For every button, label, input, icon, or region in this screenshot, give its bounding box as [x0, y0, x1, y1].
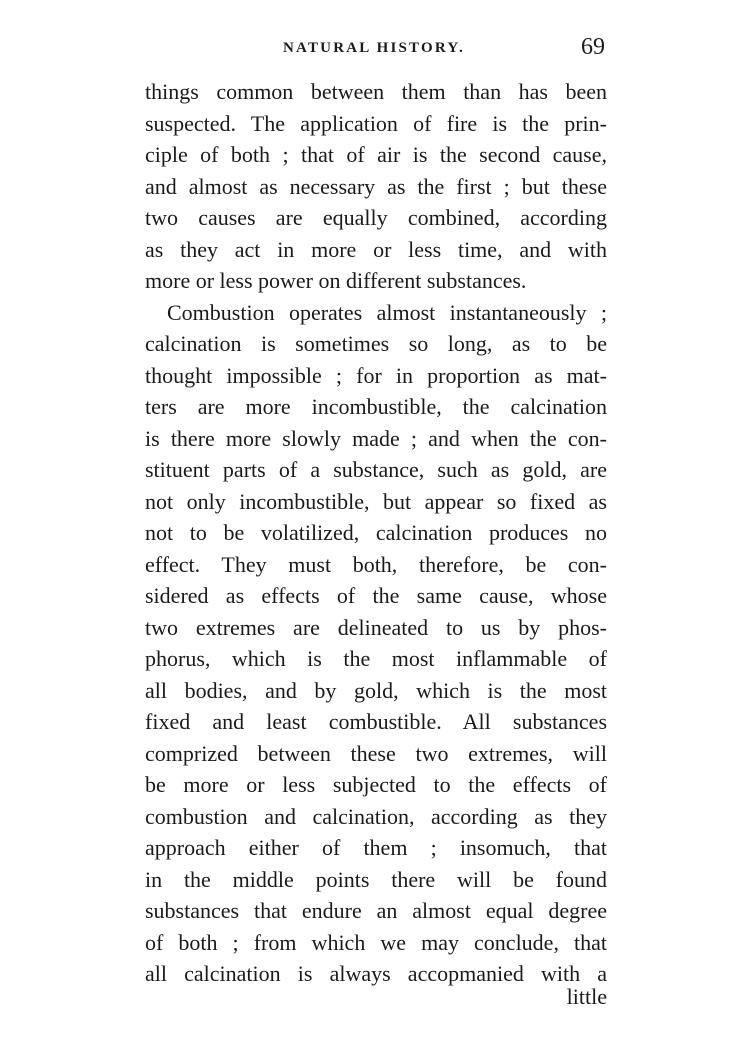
text-line: be more or less subjected to the effects of — [145, 772, 607, 797]
text-line: of both ; from which we may conclude, that — [145, 929, 607, 955]
text-line: and almost as necessary as the first ; but these — [145, 173, 607, 199]
body-text — [145, 76, 607, 990]
text-line: two extremes are delineated to us by phos- — [145, 614, 607, 640]
text-line: as they act in more or less time, and with — [145, 236, 607, 262]
text-line: approach either of them ; insomuch, that — [145, 835, 607, 860]
text-line: substances that endure an almost equal degree — [145, 898, 607, 923]
text-line: two causes are equally combined, according — [145, 205, 607, 230]
text-line: phorus, which is the most inflammable of — [145, 646, 607, 671]
text-line: combustion and calcination, according as they — [145, 803, 607, 829]
page-number: 69 — [581, 34, 605, 60]
text-line: ters are more incombustible, the calcination — [145, 394, 607, 419]
catchword: little — [566, 984, 607, 1009]
text-line: suspected. The application of fire is the prin- — [145, 110, 607, 136]
text-line: all bodies, and by gold, which is the most — [145, 677, 607, 703]
running-title: NATURAL HISTORY. — [283, 40, 465, 56]
text-line: not only incombustible, but appear so fixed as — [145, 488, 607, 514]
text-line: in the middle points there will be found — [145, 866, 607, 892]
text-line: effect. They must both, therefore, be con- — [145, 551, 607, 577]
text-line: Combustion operates almost instantaneously ; — [167, 299, 607, 325]
text-line: not to be volatilized, calcination produces no — [145, 520, 607, 545]
text-line: comprized between these two extremes, will — [145, 740, 607, 766]
text-line: all calcination is always accopmanied with a — [145, 961, 607, 986]
text-line: ciple of both ; that of air is the second cause, — [145, 142, 607, 167]
text-line: is there more slowly made ; and when the con- — [145, 425, 607, 451]
text-line: things common between them than has been — [145, 79, 607, 104]
running-head — [145, 36, 605, 66]
text-line: sidered as effects of the same cause, whose — [145, 583, 607, 608]
text-line: thought impossible ; for in proportion as mat- — [145, 362, 607, 388]
text-line: fixed and least combustible. All substances — [145, 709, 607, 734]
text-line: calcination is sometimes so long, as to be — [145, 331, 607, 356]
text-line: more or less power on different substances. — [145, 268, 527, 293]
text-line: stituent parts of a substance, such as gold, are — [145, 457, 607, 482]
